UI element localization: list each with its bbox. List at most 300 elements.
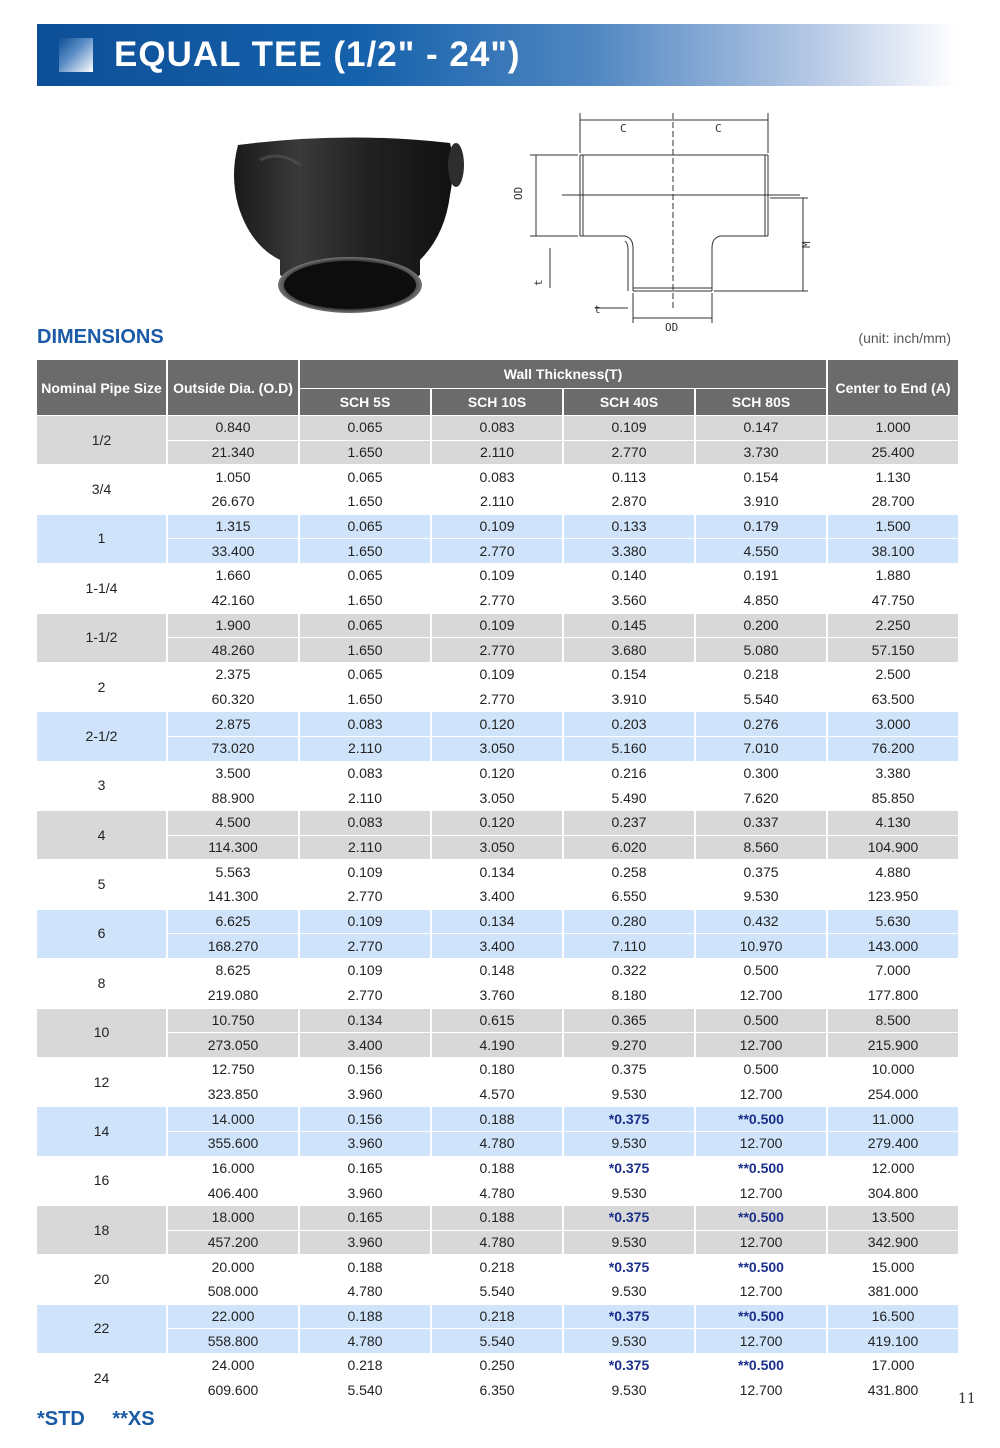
table-row — [37, 1280, 958, 1304]
value-cell: 15.000 — [828, 1255, 958, 1279]
value-cell: 0.188 — [300, 1255, 430, 1279]
value-cell: 5.540 — [300, 1379, 430, 1403]
header-center-to-end: Center to End (A) — [828, 360, 958, 415]
value-cell: 342.900 — [828, 1231, 958, 1255]
value-cell: 6.350 — [432, 1379, 562, 1403]
table-row — [37, 910, 958, 934]
value-cell: 0.300 — [696, 762, 826, 786]
value-cell: 0.165 — [300, 1206, 430, 1230]
value-cell: 0.365 — [564, 1009, 694, 1033]
value-cell: 4.850 — [696, 589, 826, 613]
value-cell: 0.109 — [564, 416, 694, 440]
drawing-label-od-bottom: OD — [665, 321, 679, 334]
value-cell: 2.770 — [432, 688, 562, 712]
value-cell: 3.960 — [300, 1132, 430, 1156]
nominal-size-cell: 5 — [37, 860, 166, 908]
value-cell: 0.218 — [432, 1255, 562, 1279]
value-cell: 0.154 — [696, 465, 826, 489]
value-cell: 4.780 — [432, 1231, 562, 1255]
value-cell: 2.500 — [828, 663, 958, 687]
value-cell: 12.700 — [696, 1280, 826, 1304]
value-cell: 0.500 — [696, 1058, 826, 1082]
table-row — [37, 1181, 958, 1205]
value-cell: **0.500 — [696, 1206, 826, 1230]
nominal-size-cell: 24 — [37, 1354, 166, 1402]
value-cell: 9.530 — [564, 1379, 694, 1403]
table-row — [37, 1379, 958, 1403]
page-number: 11 — [958, 1391, 976, 1407]
value-cell: 0.083 — [432, 416, 562, 440]
value-cell: 20.000 — [168, 1255, 298, 1279]
value-cell: 3.680 — [564, 638, 694, 662]
value-cell: 0.180 — [432, 1058, 562, 1082]
value-cell: 2.110 — [300, 737, 430, 761]
nominal-size-cell: 10 — [37, 1009, 166, 1057]
nominal-size-cell: 1 — [37, 515, 166, 563]
value-cell: 5.630 — [828, 910, 958, 934]
value-cell: 0.065 — [300, 515, 430, 539]
value-cell: 0.375 — [564, 1058, 694, 1082]
value-cell: 18.000 — [168, 1206, 298, 1230]
value-cell: 273.050 — [168, 1033, 298, 1057]
value-cell: 57.150 — [828, 638, 958, 662]
value-cell: 12.700 — [696, 984, 826, 1008]
value-cell: 9.530 — [564, 1329, 694, 1353]
value-cell: 6.020 — [564, 836, 694, 860]
value-cell: 12.700 — [696, 1231, 826, 1255]
table-row — [37, 934, 958, 958]
value-cell: 13.500 — [828, 1206, 958, 1230]
value-cell: 457.200 — [168, 1231, 298, 1255]
table-row — [37, 589, 958, 613]
value-cell: 3.910 — [696, 490, 826, 514]
value-cell: 0.120 — [432, 811, 562, 835]
value-cell: 24.000 — [168, 1354, 298, 1378]
value-cell: 0.188 — [300, 1305, 430, 1329]
value-cell: 3.560 — [564, 589, 694, 613]
table-row — [37, 836, 958, 860]
value-cell: 9.530 — [564, 1181, 694, 1205]
value-cell: 3.400 — [432, 885, 562, 909]
value-cell: 0.120 — [432, 712, 562, 736]
value-cell: 3.960 — [300, 1181, 430, 1205]
value-cell: 215.900 — [828, 1033, 958, 1057]
value-cell: 10.970 — [696, 934, 826, 958]
value-cell: 9.530 — [564, 1280, 694, 1304]
value-cell: 0.109 — [432, 515, 562, 539]
value-cell: 177.800 — [828, 984, 958, 1008]
value-cell: *0.375 — [564, 1354, 694, 1378]
table-row — [37, 959, 958, 983]
value-cell: 0.258 — [564, 860, 694, 884]
value-cell: 0.156 — [300, 1058, 430, 1082]
value-cell: 0.113 — [564, 465, 694, 489]
value-cell: 3.730 — [696, 441, 826, 465]
value-cell: 0.083 — [300, 712, 430, 736]
value-cell: 3.400 — [300, 1033, 430, 1057]
value-cell: 0.065 — [300, 564, 430, 588]
value-cell: 12.700 — [696, 1329, 826, 1353]
value-cell: 12.000 — [828, 1157, 958, 1181]
legend-xs: **XS — [112, 1408, 155, 1430]
value-cell: 558.800 — [168, 1329, 298, 1353]
value-cell: 17.000 — [828, 1354, 958, 1378]
table-row — [37, 1132, 958, 1156]
value-cell: 5.160 — [564, 737, 694, 761]
table-row — [37, 1083, 958, 1107]
table-row — [37, 1329, 958, 1353]
value-cell: 219.080 — [168, 984, 298, 1008]
table-row — [37, 1354, 958, 1378]
value-cell: 0.140 — [564, 564, 694, 588]
tee-photo — [220, 135, 470, 315]
value-cell: 0.065 — [300, 416, 430, 440]
value-cell: 1.880 — [828, 564, 958, 588]
value-cell: 28.700 — [828, 490, 958, 514]
value-cell: 0.083 — [300, 811, 430, 835]
header-nominal-pipe-size: Nominal Pipe Size — [37, 360, 166, 415]
value-cell: 0.250 — [432, 1354, 562, 1378]
value-cell: 12.700 — [696, 1132, 826, 1156]
value-cell: 0.322 — [564, 959, 694, 983]
value-cell: 0.134 — [300, 1009, 430, 1033]
table-row — [37, 638, 958, 662]
header-wall-thickness: Wall Thickness(T) — [300, 360, 826, 388]
value-cell: 0.134 — [432, 910, 562, 934]
value-cell: 3.380 — [828, 762, 958, 786]
value-cell: 508.000 — [168, 1280, 298, 1304]
table-row — [37, 1058, 958, 1082]
nominal-size-cell: 2-1/2 — [37, 712, 166, 760]
value-cell: 0.188 — [432, 1157, 562, 1181]
value-cell: 5.490 — [564, 786, 694, 810]
nominal-size-cell: 8 — [37, 959, 166, 1007]
table-row — [37, 1231, 958, 1255]
value-cell: 123.950 — [828, 885, 958, 909]
value-cell: 4.130 — [828, 811, 958, 835]
value-cell: 0.109 — [432, 564, 562, 588]
value-cell: 0.109 — [300, 959, 430, 983]
value-cell: 4.780 — [300, 1280, 430, 1304]
value-cell: 4.780 — [432, 1132, 562, 1156]
nominal-size-cell: 3/4 — [37, 465, 166, 513]
value-cell: 22.000 — [168, 1305, 298, 1329]
drawing-label-c-left: C — [620, 122, 627, 135]
value-cell: 3.000 — [828, 712, 958, 736]
table-row — [37, 688, 958, 712]
value-cell: 2.110 — [432, 441, 562, 465]
value-cell: 0.134 — [432, 860, 562, 884]
value-cell: 63.500 — [828, 688, 958, 712]
table-row — [37, 984, 958, 1008]
value-cell: 0.188 — [432, 1206, 562, 1230]
value-cell: 8.500 — [828, 1009, 958, 1033]
value-cell: 355.600 — [168, 1132, 298, 1156]
value-cell: 2.110 — [432, 490, 562, 514]
value-cell: 26.670 — [168, 490, 298, 514]
value-cell: 0.203 — [564, 712, 694, 736]
nominal-size-cell: 12 — [37, 1058, 166, 1106]
nominal-size-cell: 1/2 — [37, 416, 166, 464]
value-cell: 9.270 — [564, 1033, 694, 1057]
value-cell: 0.083 — [432, 465, 562, 489]
value-cell: 1.130 — [828, 465, 958, 489]
value-cell: 4.780 — [432, 1181, 562, 1205]
value-cell: 0.145 — [564, 614, 694, 638]
value-cell: 0.133 — [564, 515, 694, 539]
value-cell: 60.320 — [168, 688, 298, 712]
table-row — [37, 712, 958, 736]
value-cell: 10.000 — [828, 1058, 958, 1082]
value-cell: 141.300 — [168, 885, 298, 909]
value-cell: 0.216 — [564, 762, 694, 786]
value-cell: 4.780 — [300, 1329, 430, 1353]
table-row — [37, 564, 958, 588]
value-cell: 12.750 — [168, 1058, 298, 1082]
nominal-size-cell: 22 — [37, 1305, 166, 1353]
nominal-size-cell: 6 — [37, 910, 166, 958]
value-cell: **0.500 — [696, 1255, 826, 1279]
value-cell: 25.400 — [828, 441, 958, 465]
value-cell: 5.540 — [432, 1329, 562, 1353]
table-row — [37, 441, 958, 465]
nominal-size-cell: 2 — [37, 663, 166, 711]
value-cell: 4.500 — [168, 811, 298, 835]
value-cell: 2.770 — [300, 934, 430, 958]
table-row — [37, 1107, 958, 1131]
value-cell: 114.300 — [168, 836, 298, 860]
value-cell: 3.500 — [168, 762, 298, 786]
value-cell: 9.530 — [696, 885, 826, 909]
value-cell: 76.200 — [828, 737, 958, 761]
header-outside-dia: Outside Dia. (O.D) — [168, 360, 298, 415]
header-sch40s: SCH 40S — [564, 389, 694, 415]
value-cell: 0.065 — [300, 465, 430, 489]
value-cell: 12.700 — [696, 1181, 826, 1205]
nominal-size-cell: 1-1/4 — [37, 564, 166, 612]
value-cell: 1.650 — [300, 441, 430, 465]
value-cell: 3.050 — [432, 836, 562, 860]
value-cell: 304.800 — [828, 1181, 958, 1205]
value-cell: **0.500 — [696, 1354, 826, 1378]
table-row — [37, 416, 958, 440]
value-cell: 14.000 — [168, 1107, 298, 1131]
value-cell: 0.109 — [432, 663, 562, 687]
nominal-size-cell: 16 — [37, 1157, 166, 1205]
value-cell: 5.563 — [168, 860, 298, 884]
table-row — [37, 811, 958, 835]
value-cell: 48.260 — [168, 638, 298, 662]
value-cell: 3.050 — [432, 786, 562, 810]
value-cell: 3.380 — [564, 539, 694, 563]
value-cell: 4.570 — [432, 1083, 562, 1107]
value-cell: 16.500 — [828, 1305, 958, 1329]
value-cell: 0.500 — [696, 1009, 826, 1033]
value-cell: 2.110 — [300, 786, 430, 810]
value-cell: 0.188 — [432, 1107, 562, 1131]
table-row — [37, 539, 958, 563]
value-cell: 7.000 — [828, 959, 958, 983]
unit-note: (unit: inch/mm) — [858, 330, 951, 346]
section-title: DIMENSIONS — [37, 326, 164, 348]
value-cell: 7.110 — [564, 934, 694, 958]
header-sch80s: SCH 80S — [696, 389, 826, 415]
value-cell: 279.400 — [828, 1132, 958, 1156]
value-cell: 7.010 — [696, 737, 826, 761]
value-cell: 0.109 — [300, 910, 430, 934]
banner-square-icon — [59, 38, 93, 72]
value-cell: 0.375 — [696, 860, 826, 884]
value-cell: 1.500 — [828, 515, 958, 539]
value-cell: 42.160 — [168, 589, 298, 613]
value-cell: 0.165 — [300, 1157, 430, 1181]
table-row — [37, 737, 958, 761]
value-cell: 254.000 — [828, 1083, 958, 1107]
value-cell: 0.218 — [432, 1305, 562, 1329]
value-cell: 0.280 — [564, 910, 694, 934]
value-cell: 1.660 — [168, 564, 298, 588]
value-cell: 1.650 — [300, 539, 430, 563]
nominal-size-cell: 14 — [37, 1107, 166, 1155]
table-row — [37, 860, 958, 884]
value-cell: 1.650 — [300, 490, 430, 514]
value-cell: 609.600 — [168, 1379, 298, 1403]
value-cell: 88.900 — [168, 786, 298, 810]
value-cell: 12.700 — [696, 1379, 826, 1403]
value-cell: 5.540 — [432, 1280, 562, 1304]
value-cell: 0.083 — [300, 762, 430, 786]
value-cell: 0.218 — [696, 663, 826, 687]
value-cell: 431.800 — [828, 1379, 958, 1403]
value-cell: 1.900 — [168, 614, 298, 638]
value-cell: 1.000 — [828, 416, 958, 440]
value-cell: 11.000 — [828, 1107, 958, 1131]
value-cell: 2.770 — [300, 984, 430, 1008]
value-cell: 12.700 — [696, 1083, 826, 1107]
value-cell: **0.500 — [696, 1157, 826, 1181]
value-cell: 1.050 — [168, 465, 298, 489]
value-cell: 0.237 — [564, 811, 694, 835]
value-cell: 85.850 — [828, 786, 958, 810]
value-cell: **0.500 — [696, 1305, 826, 1329]
value-cell: 381.000 — [828, 1280, 958, 1304]
page-title: EQUAL TEE (1/2" - 24") — [114, 35, 521, 74]
value-cell: *0.375 — [564, 1305, 694, 1329]
value-cell: 0.156 — [300, 1107, 430, 1131]
value-cell: 0.191 — [696, 564, 826, 588]
value-cell: 0.218 — [300, 1354, 430, 1378]
value-cell: 21.340 — [168, 441, 298, 465]
value-cell: *0.375 — [564, 1255, 694, 1279]
value-cell: 5.540 — [696, 688, 826, 712]
table-row — [37, 614, 958, 638]
drawing-label-t-bottom: t — [594, 303, 601, 316]
value-cell: 3.050 — [432, 737, 562, 761]
value-cell: 0.432 — [696, 910, 826, 934]
value-cell: 0.179 — [696, 515, 826, 539]
value-cell: 12.700 — [696, 1033, 826, 1057]
value-cell: 0.148 — [432, 959, 562, 983]
value-cell: 7.620 — [696, 786, 826, 810]
table-row — [37, 1033, 958, 1057]
value-cell: 3.910 — [564, 688, 694, 712]
value-cell: 2.770 — [300, 885, 430, 909]
value-cell: 0.147 — [696, 416, 826, 440]
value-cell: *0.375 — [564, 1157, 694, 1181]
value-cell: 0.200 — [696, 614, 826, 638]
legend — [37, 1408, 177, 1431]
value-cell: *0.375 — [564, 1107, 694, 1131]
value-cell: 0.065 — [300, 663, 430, 687]
value-cell: 9.530 — [564, 1231, 694, 1255]
value-cell: 3.760 — [432, 984, 562, 1008]
legend-std: *STD — [37, 1408, 85, 1430]
value-cell: 0.109 — [300, 860, 430, 884]
value-cell: 323.850 — [168, 1083, 298, 1107]
value-cell: 1.315 — [168, 515, 298, 539]
drawing-label-m: M — [800, 241, 813, 248]
table-row — [37, 1206, 958, 1230]
nominal-size-cell: 3 — [37, 762, 166, 810]
table-row — [37, 465, 958, 489]
value-cell: 3.400 — [432, 934, 562, 958]
value-cell: 0.337 — [696, 811, 826, 835]
value-cell: 0.500 — [696, 959, 826, 983]
drawing-label-od-side: OD — [512, 186, 525, 200]
value-cell: 0.276 — [696, 712, 826, 736]
value-cell: 47.750 — [828, 589, 958, 613]
header-sch10s: SCH 10S — [432, 389, 562, 415]
value-cell: 104.900 — [828, 836, 958, 860]
table-row — [37, 663, 958, 687]
table-row — [37, 1009, 958, 1033]
drawing-label-t-side: t — [532, 279, 545, 286]
value-cell: 2.770 — [432, 638, 562, 662]
value-cell: 0.154 — [564, 663, 694, 687]
nominal-size-cell: 1-1/2 — [37, 614, 166, 662]
value-cell: 16.000 — [168, 1157, 298, 1181]
value-cell: 38.100 — [828, 539, 958, 563]
table-row — [37, 885, 958, 909]
value-cell: 2.870 — [564, 490, 694, 514]
value-cell: 2.770 — [432, 589, 562, 613]
value-cell: 0.109 — [432, 614, 562, 638]
table-row — [37, 515, 958, 539]
table-row — [37, 1255, 958, 1279]
nominal-size-cell: 20 — [37, 1255, 166, 1303]
value-cell: 2.375 — [168, 663, 298, 687]
value-cell: 5.080 — [696, 638, 826, 662]
table-row — [37, 1305, 958, 1329]
value-cell: 2.770 — [564, 441, 694, 465]
value-cell: 4.550 — [696, 539, 826, 563]
value-cell: 73.020 — [168, 737, 298, 761]
value-cell: 4.190 — [432, 1033, 562, 1057]
value-cell: **0.500 — [696, 1107, 826, 1131]
value-cell: 3.960 — [300, 1083, 430, 1107]
value-cell: 2.875 — [168, 712, 298, 736]
tee-technical-drawing — [510, 108, 830, 338]
value-cell: 6.625 — [168, 910, 298, 934]
value-cell: 0.065 — [300, 614, 430, 638]
value-cell: 8.180 — [564, 984, 694, 1008]
value-cell: 2.770 — [432, 539, 562, 563]
value-cell: 168.270 — [168, 934, 298, 958]
value-cell: 10.750 — [168, 1009, 298, 1033]
table-row — [37, 1157, 958, 1181]
value-cell: 0.840 — [168, 416, 298, 440]
value-cell: 0.120 — [432, 762, 562, 786]
